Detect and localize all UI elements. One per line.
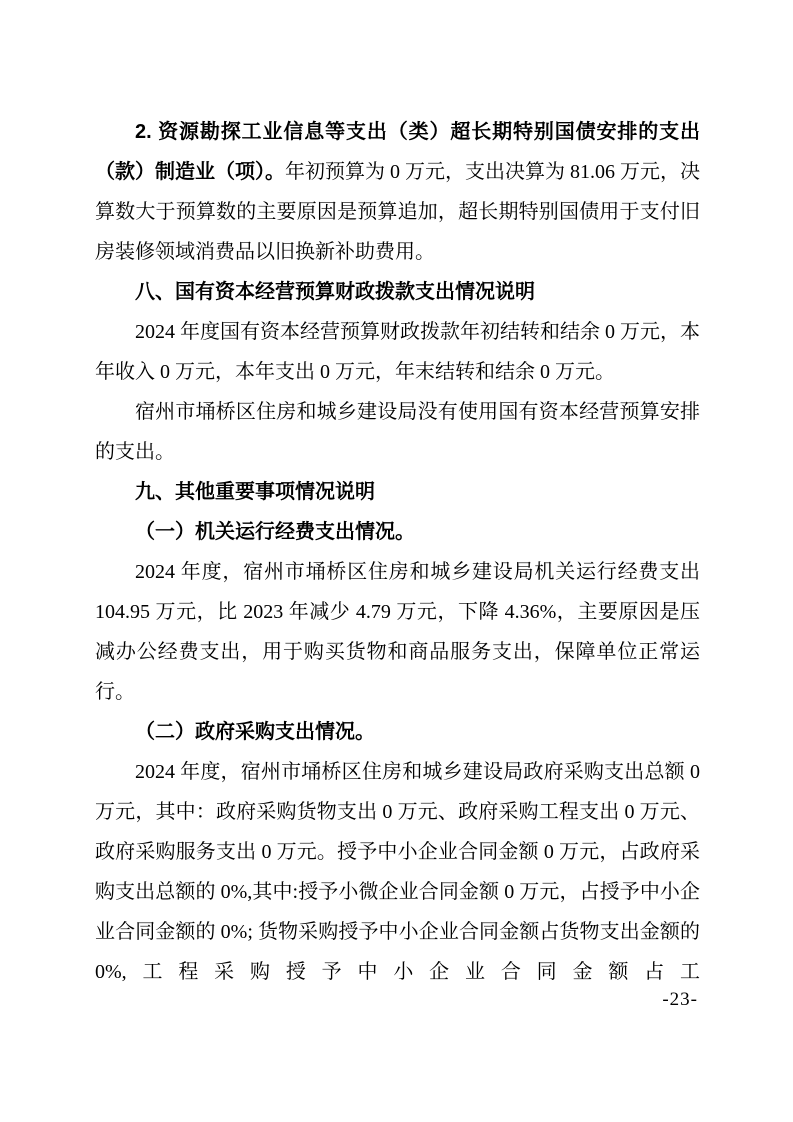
paragraph: 2024 年度，宿州市埇桥区住房和城乡建设局机关运行经费支出 104.95 万元，比 2023 年减少 4.79 万元，下降 4.36%，主要原因是压减办公经费支出，用于购买货物和商品服务支出，保障单位正常运行。 bbox=[95, 561, 700, 703]
paragraph bbox=[95, 112, 700, 272]
subsection-heading-1: （一）机关运行经费支出情况。 bbox=[135, 521, 415, 543]
paragraph-lead-bold: 2. 资源勘探工业信息等支出（类）超长期特别国债安排的支出（款）制造业（项）。 bbox=[95, 121, 700, 183]
paragraph: 2024 年度国有资本经营预算财政拨款年初结转和结余 0 万元，本年收入 0 万元，本年支出 0 万元，年末结转和结余 0 万元。 bbox=[95, 321, 700, 383]
section-heading-9: 九、其他重要事项情况说明 bbox=[135, 481, 375, 503]
paragraph-text: 年初预算为 0 万元，支出决算为 81.06 万元，决算数大于预算数的主要原因是预算追加，超长期特别国债用于支付旧房装修领域消费品以旧换新补助费用。 bbox=[95, 161, 700, 263]
subsection-heading-2: （二）政府采购支出情况。 bbox=[135, 721, 375, 743]
paragraph: 宿州市埇桥区住房和城乡建设局没有使用国有资本经营预算安排的支出。 bbox=[95, 401, 700, 463]
paragraph: 2024 年度，宿州市埇桥区住房和城乡建设局政府采购支出总额 0 万元，其中：政府采购货物支出 0 万元、政府采购工程支出 0 万元、政府采购服务支出 0 万元。授予中小企业合同金额 0 万元，占政府采购支出总额的 0%,其中:授予小微企业合同金额 0 万元，占授予中小企业合同金额的 0%; 货物采购授予中小企业合同金额占货物支出金额的 0%,工程采购授予中小企业合同金额占工 bbox=[95, 761, 700, 983]
section-heading-8: 八、国有资本经营预算财政拨款支出情况说明 bbox=[135, 281, 535, 303]
page-number: -23- bbox=[662, 989, 698, 1010]
